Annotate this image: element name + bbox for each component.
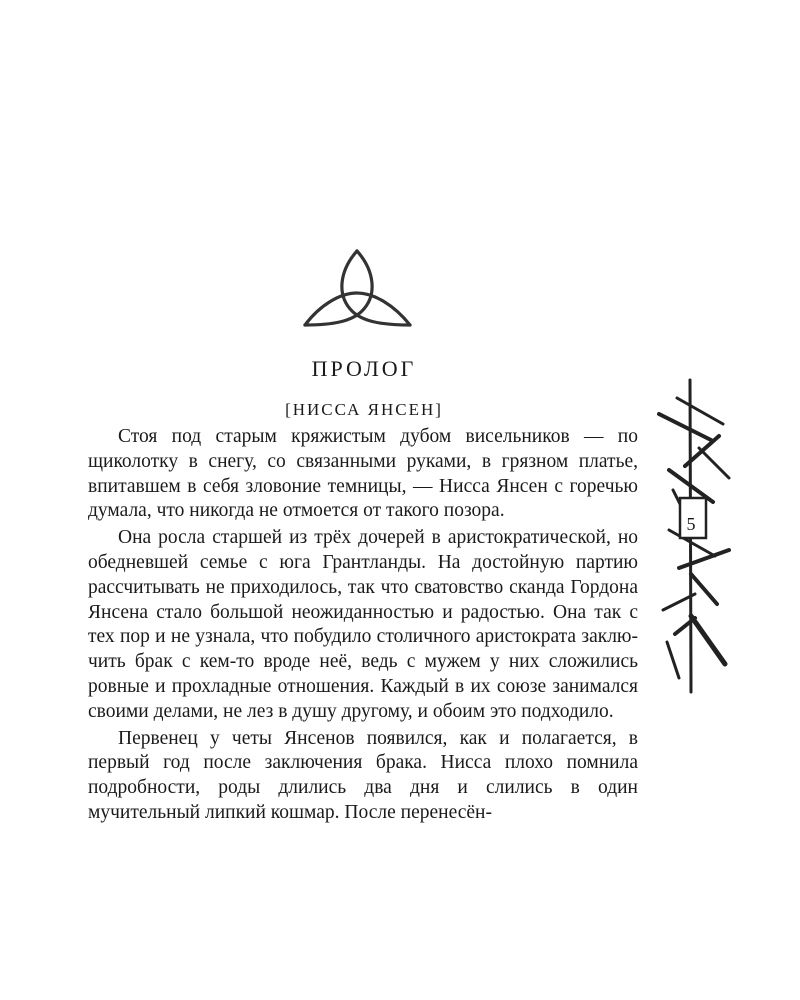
triquetra-icon xyxy=(300,245,415,330)
page-number: 5 xyxy=(686,514,696,534)
chapter-subtitle: [НИССА ЯНСЕН] xyxy=(285,400,443,419)
paragraph: Она росла старшей из трёх дочерей в аристократической, но обедневшей семье с юга Грантланды. На достойную партию рассчитывать не приходилось, так что сватовство сканда Гордона Янсена стало большой неожиданностью и радостью. Она так с тех пор и не узнала, что побудило столичного аристократа заключить брак с кем-то вроде неё, ведь с мужем у них сложились ровные и прохладные отношения. Каждый в их союзе занимался своими делами, не лез в душу другому, и обоим это подходило. xyxy=(88,527,638,722)
paragraph: Стоя под старым кряжистым дубом висельников — по щиколотку в снегу, со связанными руками, в грязном платье, впитавшем в себя зловоние темницы, — Нисса Янсен с горечью думала, что никогда не отмоется от такого позора. xyxy=(88,426,638,522)
rune-stave-icon xyxy=(655,378,735,694)
body-text xyxy=(88,425,638,826)
paragraph: Первенец у четы Янсенов появился, как и полагается, в первый год после заключения брака. Нисса плохо помнила подробности, роды длились два дня и слились в один мучительный липкий кошмар. После перенесён- xyxy=(88,727,638,823)
chapter-title: ПРОЛОГ xyxy=(311,356,417,381)
